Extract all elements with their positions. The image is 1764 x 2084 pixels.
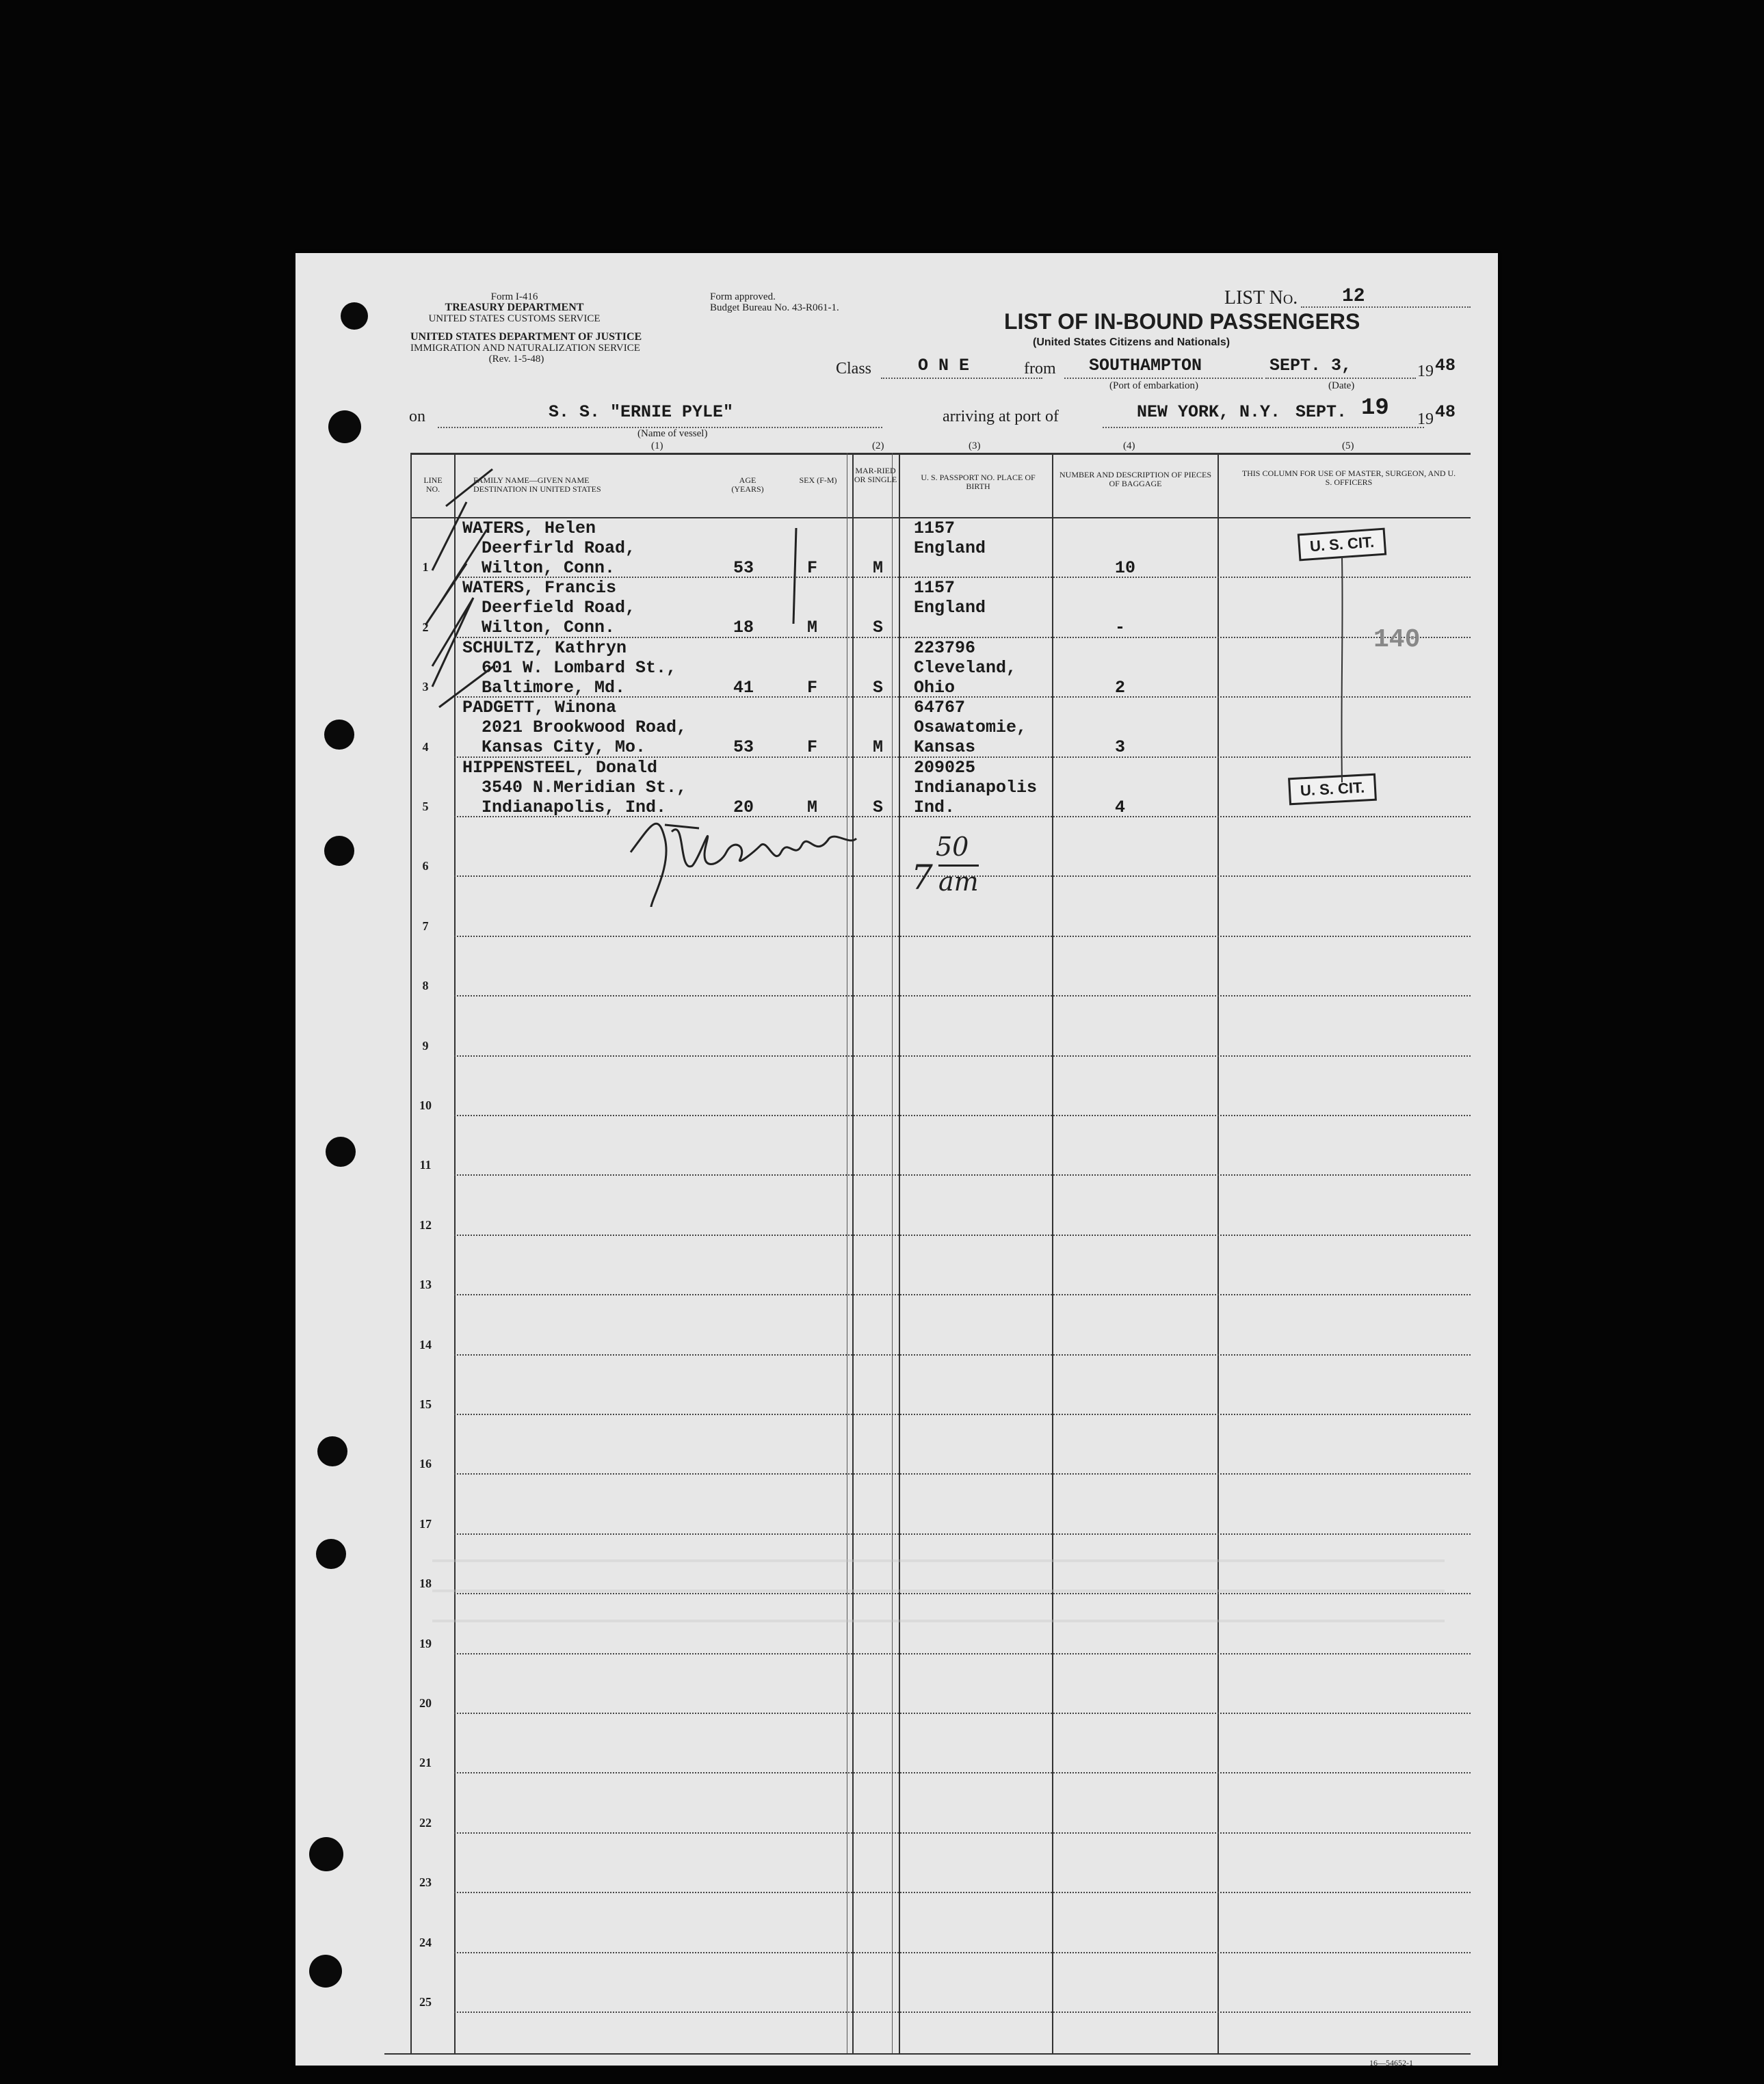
col-divider-passport [899, 453, 900, 2053]
punch-hole [316, 1539, 346, 1569]
from-label: from [1024, 360, 1056, 378]
col-header-name: FAMILY NAME—GIVEN NAME DESTINATION IN UNITED STATES [473, 475, 601, 494]
line-number: 10 [419, 1098, 432, 1112]
birth-place: England [914, 598, 986, 618]
birth-place: Osawatomie, [914, 717, 1027, 738]
line-number: 3 [422, 680, 429, 694]
birth-place-2: Kansas [914, 737, 976, 758]
from-line [1064, 378, 1263, 379]
row-separator [454, 1772, 1471, 1773]
passport-number: 64767 [914, 698, 966, 718]
row-separator [454, 1533, 1471, 1535]
punch-hole [309, 1837, 343, 1871]
line-number: 15 [419, 1397, 432, 1411]
passenger-name: WATERS, Helen [462, 518, 596, 538]
vessel-caption: (Name of vessel) [637, 428, 708, 439]
page-title: LIST OF IN-BOUND PASSENGERS [1004, 309, 1360, 334]
passenger-address: Deerfield Road, [482, 598, 636, 618]
time-hour: 7 [911, 858, 933, 897]
passenger-name: PADGETT, Winona [462, 698, 617, 718]
stamp-bracket-line [1337, 557, 1364, 789]
passenger-city: Baltimore, Md. [482, 677, 626, 698]
col-header-officers: THIS COLUMN FOR USE OF MASTER, SURGEON, AND U. S. OFFICERS [1241, 469, 1456, 487]
passenger-sex: F [807, 677, 818, 698]
row-separator [454, 1473, 1471, 1475]
baggage-count: 4 [1115, 797, 1126, 817]
check-marks [412, 461, 535, 721]
page-subtitle: (United States Citizens and Nationals) [1033, 337, 1230, 348]
line-number: 14 [419, 1337, 432, 1351]
passenger-city: Wilton, Conn. [482, 618, 616, 638]
class-label: Class [836, 360, 872, 378]
embark-date: SEPT. 3, [1269, 356, 1352, 375]
passenger-name: SCHULTZ, Kathryn [462, 637, 627, 658]
row-separator [454, 1892, 1471, 1893]
form-approval [710, 291, 839, 313]
row-separator [454, 2012, 1471, 2013]
passenger-sex: F [807, 737, 818, 758]
class-value: O N E [918, 356, 970, 375]
passenger-address: Deerfirld Road, [482, 538, 636, 558]
line-number: 5 [422, 800, 429, 813]
row-separator [454, 1294, 1471, 1295]
form-header-treasury [415, 291, 614, 324]
vessel-name: S. S. "ERNIE PYLE" [549, 402, 734, 422]
officer-signature [610, 797, 911, 914]
baggage-count: 10 [1115, 558, 1136, 578]
form-header-justice [410, 331, 642, 365]
line-number: 12 [419, 1217, 432, 1232]
line-number: 9 [422, 1038, 429, 1053]
passenger-address: 2021 Brookwood Road, [482, 717, 687, 738]
passenger-age: 41 [733, 677, 754, 698]
row-separator [454, 1653, 1471, 1654]
line-number: 20 [419, 1696, 432, 1710]
time-ampm: am [938, 865, 979, 897]
passenger-address: 601 W. Lombard St., [482, 657, 677, 678]
col-header-married: MAR-RIED OR SINGLE [854, 466, 897, 484]
port-embark-caption: (Port of embarkation) [1109, 380, 1198, 391]
arriving-label: arriving at port of [943, 408, 1059, 425]
passenger-marital: S [873, 677, 884, 698]
col-num-2: (2) [872, 440, 884, 451]
passenger-marital: M [873, 737, 884, 758]
arrival-year-prefix: 19 [1417, 410, 1434, 428]
line-number: 17 [419, 1516, 432, 1531]
line-number: 25 [419, 1995, 432, 2009]
punch-hole [309, 1955, 342, 1988]
row-separator [454, 1414, 1471, 1415]
col-header-sex: SEX (F-M) [799, 475, 837, 485]
row-separator [454, 1235, 1471, 1236]
line-number: 16 [419, 1457, 432, 1471]
line-number: 1 [422, 560, 429, 575]
punch-hole [324, 836, 354, 866]
line-number: 21 [419, 1756, 432, 1770]
row-separator [454, 1174, 1471, 1176]
row-separator [454, 1055, 1471, 1057]
line-number: 6 [422, 859, 429, 873]
class-line [881, 378, 1042, 379]
list-no-value: 12 [1342, 286, 1365, 307]
punch-hole [326, 1137, 356, 1167]
col-divider-married [852, 453, 854, 2053]
col-divider-officers [1217, 453, 1219, 2053]
customs-service: UNITED STATES CUSTOMS SERVICE [428, 313, 601, 324]
ins-service: IMMIGRATION AND NATURALIZATION SERVICE [410, 343, 640, 354]
us-cit-stamp-bottom: U. S. CIT. [1288, 774, 1377, 806]
row-separator [454, 995, 1471, 997]
bleedthrough-text [432, 1539, 1445, 1648]
row-separator [454, 936, 1471, 937]
birth-place: Cleveland, [914, 657, 1017, 678]
punch-hole [324, 720, 354, 750]
from-value: SOUTHAMPTON [1089, 356, 1202, 375]
revision: (Rev. 1-5-48) [488, 354, 544, 365]
passenger-sex: M [807, 797, 818, 817]
line-number: 18 [419, 1577, 432, 1591]
justice-dept: UNITED STATES DEPARTMENT OF JUSTICE [410, 331, 642, 343]
passenger-marital: M [873, 558, 884, 578]
passenger-marital: S [873, 797, 884, 817]
col-header-line: LINE NO. [423, 475, 443, 494]
passenger-age: 20 [733, 797, 754, 817]
row-separator [454, 1832, 1471, 1834]
birth-place-2: Ohio [914, 677, 956, 698]
year-prefix: 19 [1417, 362, 1434, 380]
line-number: 4 [422, 739, 429, 754]
line-number: 24 [419, 1935, 432, 1949]
line-number: 7 [422, 919, 429, 933]
list-no-line [1301, 306, 1471, 308]
col-num-1: (1) [651, 440, 663, 451]
passenger-age: 18 [733, 618, 754, 638]
line-number: 8 [422, 979, 429, 993]
arrival-day: 19 [1361, 395, 1389, 421]
approved-text: Form approved. [710, 291, 776, 302]
budget-bureau: Budget Bureau No. 43-R061-1. [710, 302, 839, 313]
passenger-city: Kansas City, Mo. [482, 737, 646, 758]
us-cit-stamp-top: U. S. CIT. [1298, 528, 1387, 562]
col-header-passport: U. S. PASSPORT NO. PLACE OF BIRTH [921, 473, 1036, 491]
table-top-border [410, 453, 1471, 455]
arrival-port: NEW YORK, N.Y. [1137, 402, 1281, 422]
footer-code: 16—54652-1 [1369, 2058, 1413, 2068]
passport-number: 1157 [914, 578, 956, 598]
passenger-city: Wilton, Conn. [482, 558, 616, 578]
col-header-age: AGE (YEARS) [731, 475, 764, 494]
col-header-baggage: NUMBER AND DESCRIPTION OF PIECES OF BAGGAGE [1059, 470, 1212, 488]
col-num-5: (5) [1342, 440, 1354, 451]
col-num-4: (4) [1123, 440, 1135, 451]
arrival-line [1103, 427, 1424, 428]
arrival-year: 48 [1435, 402, 1456, 422]
line-number: 22 [419, 1815, 432, 1830]
passenger-marital: S [873, 618, 884, 638]
passenger-city: Indianapolis, Ind. [482, 797, 667, 817]
table-bottom-border [384, 2053, 1471, 2055]
treasury-dept: TREASURY DEPARTMENT [445, 302, 584, 313]
manifest-sheet [295, 253, 1498, 2066]
punch-hole [317, 1436, 347, 1466]
passenger-age: 53 [733, 737, 754, 758]
passenger-name: HIPPENSTEEL, Donald [462, 757, 658, 778]
line-number: 2 [422, 620, 429, 634]
line-number: 23 [419, 1875, 432, 1890]
line-number: 19 [419, 1636, 432, 1650]
passenger-age: 53 [733, 558, 754, 578]
col-num-3: (3) [969, 440, 981, 451]
row-separator [454, 1952, 1471, 1953]
passenger-name: WATERS, Francis [462, 578, 617, 598]
baggage-count: - [1115, 618, 1126, 638]
baggage-count: 2 [1115, 677, 1126, 698]
passport-number: 1157 [914, 518, 956, 538]
date-line [1265, 378, 1416, 379]
passport-number: 209025 [914, 757, 976, 778]
col-divider-baggage [1052, 453, 1053, 2053]
birth-place-2: Ind. [914, 797, 956, 817]
count-note: 140 [1373, 625, 1421, 655]
time-min: 50 [936, 832, 969, 862]
form-number: Form I-416 [490, 291, 538, 302]
passport-number: 223796 [914, 637, 976, 658]
col-divider-sex [848, 453, 850, 454]
list-no-label: LIST No. [1224, 287, 1298, 308]
row-separator [454, 1713, 1471, 1714]
date-caption: (Date) [1328, 380, 1355, 391]
row-separator [454, 1354, 1471, 1356]
line-number: 13 [419, 1278, 432, 1292]
sex-column-tick [789, 528, 803, 631]
birth-place: Indianapolis [914, 777, 1038, 797]
arrival-month: SEPT. [1295, 402, 1347, 422]
row-separator [454, 1115, 1471, 1116]
birth-place: England [914, 538, 986, 558]
passenger-sex: F [807, 558, 818, 578]
punch-hole [328, 410, 361, 443]
embark-year: 48 [1435, 356, 1456, 375]
baggage-count: 3 [1115, 737, 1126, 758]
passenger-address: 3540 N.Meridian St., [482, 777, 687, 797]
col-divider-age [892, 453, 893, 2053]
passenger-sex: M [807, 618, 818, 638]
punch-hole [341, 302, 368, 330]
line-number: 11 [419, 1158, 432, 1172]
on-label: on [409, 408, 425, 425]
